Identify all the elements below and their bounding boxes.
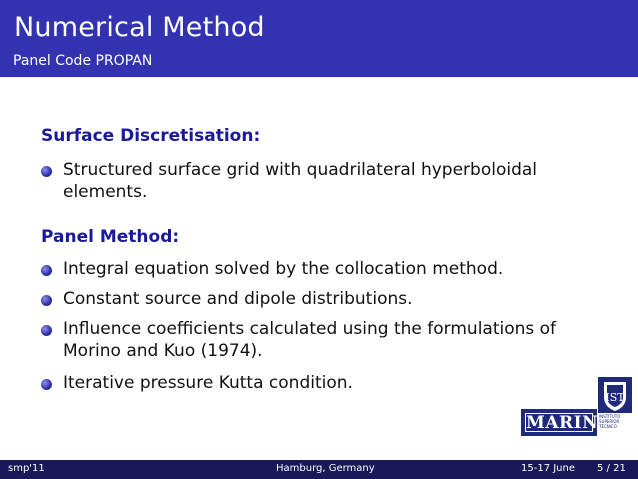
- bullet-icon: [41, 379, 52, 390]
- list-item: [41, 159, 581, 203]
- footer-page-number: 5 / 21: [597, 463, 626, 474]
- slide-title: Numerical Method: [14, 12, 265, 43]
- footer-conference: smp'11: [8, 463, 45, 474]
- slide-footer: [0, 460, 638, 479]
- list-item: [41, 372, 581, 394]
- list-item: [41, 318, 581, 362]
- section-heading-surface: Surface Discretisation:: [41, 126, 261, 146]
- slide-subtitle: Panel Code PROPAN: [13, 53, 153, 69]
- footer-location: Hamburg, Germany: [276, 463, 375, 474]
- bullet-icon: [41, 325, 52, 336]
- list-item-text: Iterative pressure Kutta condition.: [63, 373, 353, 393]
- ist-logo-icon: [598, 377, 632, 443]
- marin-logo: [521, 409, 597, 436]
- list-item-text: Constant source and dipole distributions.: [63, 289, 413, 309]
- list-item-text: Integral equation solved by the collocation method.: [63, 259, 504, 279]
- bullet-icon: [41, 295, 52, 306]
- ist-logo-label: INSTITUTO SUPERIOR TÉCNICO: [599, 414, 621, 429]
- slide-header: [0, 0, 638, 77]
- footer-date: 15-17 June: [521, 463, 576, 474]
- section-heading-panel: Panel Method:: [41, 227, 180, 247]
- list-item-text: Influence coefficients calculated using the formulations of Morino and Kuo (1974).: [63, 319, 557, 361]
- svg-text:IST: IST: [605, 391, 625, 404]
- list-item: [41, 258, 581, 280]
- bullet-icon: [41, 166, 52, 177]
- marin-logo-text: MARIN: [526, 413, 599, 433]
- list-item-text: Structured surface grid with quadrilateral hyperboloidal elements.: [63, 160, 538, 202]
- bullet-icon: [41, 265, 52, 276]
- list-item: [41, 288, 581, 310]
